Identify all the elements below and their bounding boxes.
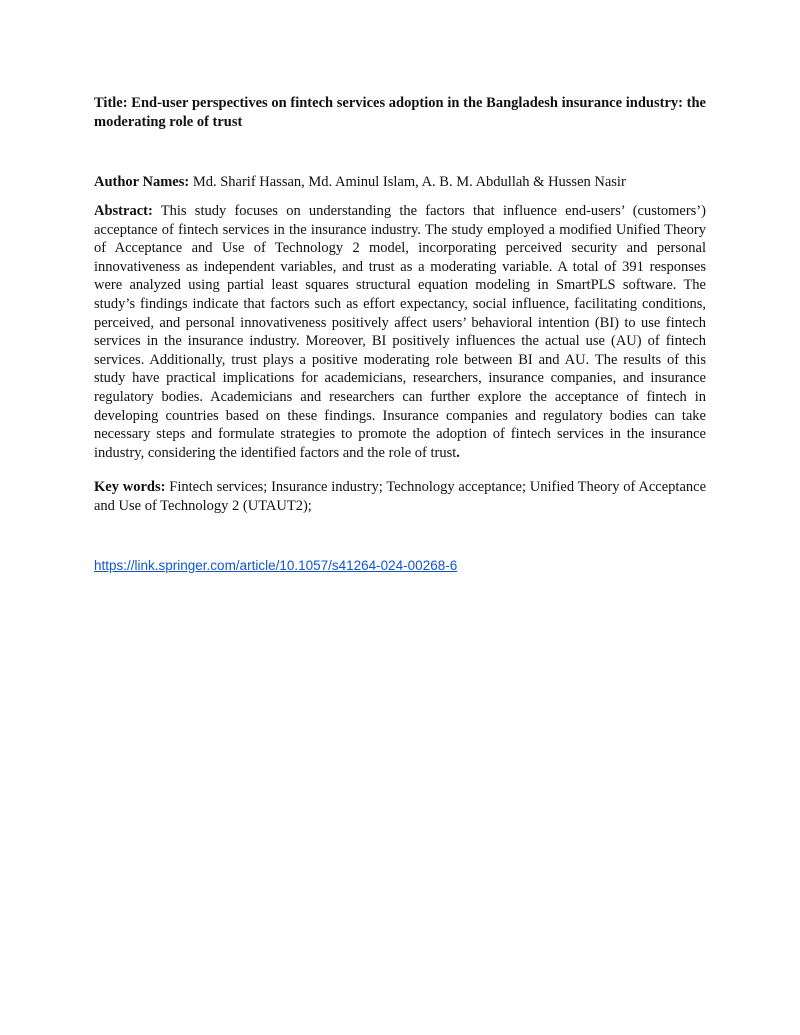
- title-text: End-user perspectives on fintech services adoption in the Bangladesh insurance industry: the moderating role of trust: [94, 95, 706, 130]
- authors-text: Md. Sharif Hassan, Md. Aminul Islam, A. B. M. Abdullah & Hussen Nasir: [192, 174, 626, 190]
- author-names: [94, 173, 706, 192]
- article-link[interactable]: https://link.springer.com/article/10.1057/s41264-024-00268-6: [94, 558, 458, 573]
- document-page: [94, 94, 707, 573]
- keywords-text: Fintech services; Insurance industry; Technology acceptance; Unified Theory of Acceptance and Use of Technology 2 (UTAUT2);: [94, 479, 707, 514]
- abstract-label: Abstract:: [94, 203, 153, 219]
- paper-title: [94, 94, 706, 132]
- authors-label: Author Names:: [94, 174, 190, 190]
- keywords: [94, 478, 706, 516]
- keywords-label: Key words:: [94, 479, 166, 495]
- abstract: [94, 202, 706, 462]
- abstract-text: This study focuses on understanding the factors that influence end-users’ (customers’) acceptance of fintech services in the insurance industry. The study employed a modified Unified Theory of Acceptance and Use of Technology 2 model, incorporating perceived security and personal innovativeness as independent variables, and trust as a moderating variable. A total of 391 responses were analyzed using partial least squares structural equation modeling in SmartPLS software. The study’s findings indicate that factors such as effort expectancy, social influence, facilitating conditions, perceived, and personal innovativeness positively affect users’ behavioral intention (BI) to use fintech services in the insurance industry. Moreover, BI positively influences the actual use (AU) of fintech services. Additionally, trust plays a positive moderating role between BI and AU. The results of this study have practical implications for academicians, researchers, insurance companies, and insurance regulatory bodies. Academicians and researchers can further explore the acceptance of fintech in developing countries based on these findings. Insurance companies and regulatory bodies can take necessary steps and formulate strategies to promote the adoption of fintech services in the insurance industry, considering the identified factors and the role of trust: [94, 203, 706, 461]
- abstract-end-mark: .: [456, 444, 460, 461]
- title-label: Title:: [94, 95, 128, 111]
